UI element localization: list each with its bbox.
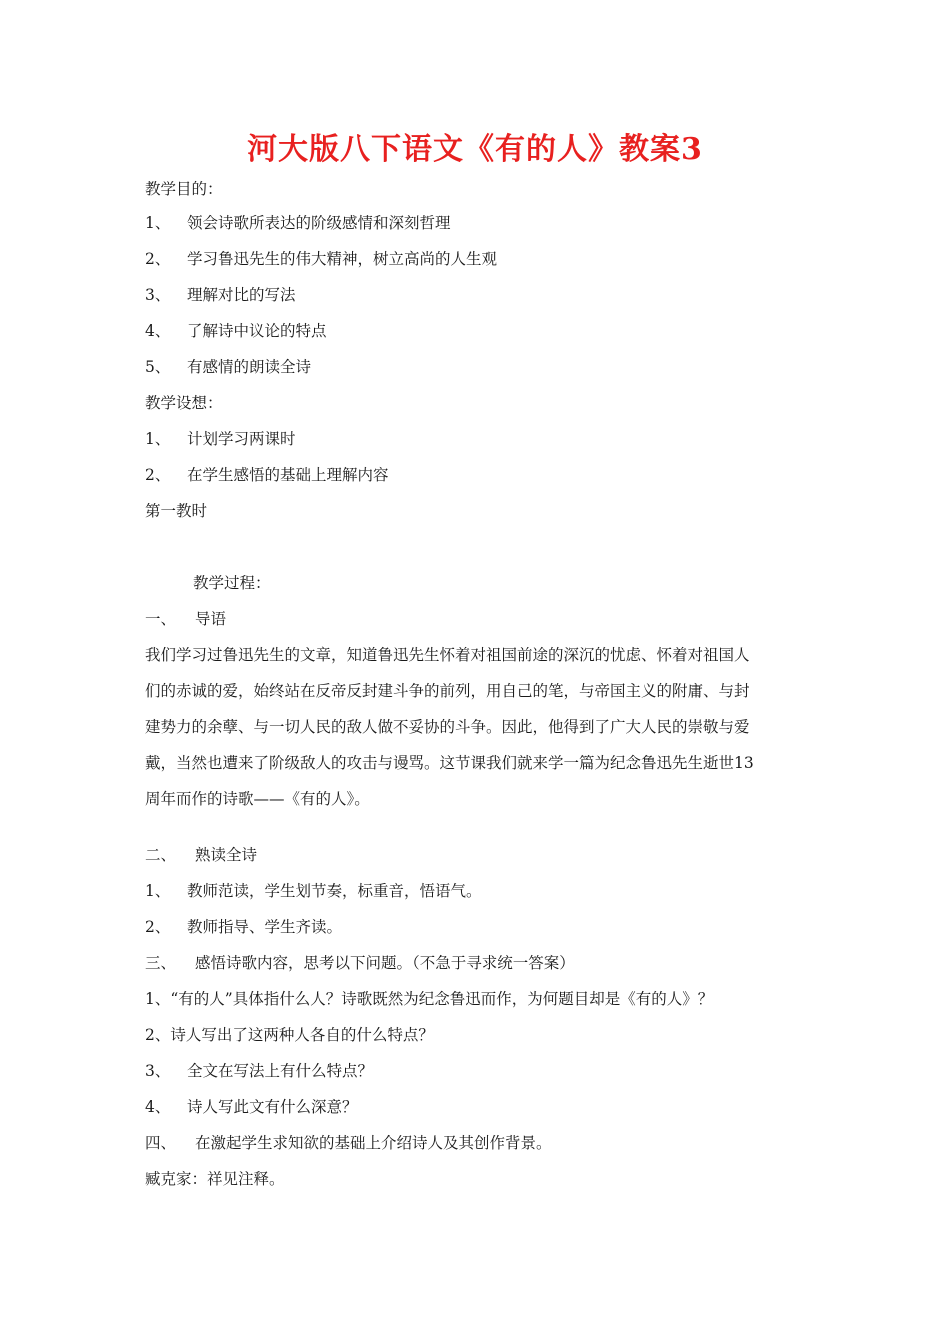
section-heading (145, 844, 257, 866)
step-text: 教师范读，学生划节奏，标重音，悟语气。 (187, 882, 482, 900)
goal-number: 1、 (145, 214, 171, 232)
goal-number: 5、 (145, 358, 171, 376)
lesson-label: 第一教时 (145, 502, 208, 520)
section-number: 四、 (145, 1134, 177, 1152)
paragraph-line: 们的赤诚的爱，始终站在反帝反封建斗争的前列，用自己的笔，与帝国主义的附庸、与封 (145, 682, 750, 700)
plan-number: 1、 (145, 430, 171, 448)
intro-paragraph (145, 637, 810, 817)
question-number: 4、 (145, 1098, 171, 1116)
step-text: 教师指导、学生齐读。 (187, 918, 343, 936)
poet-note: 臧克家：祥见注释。 (145, 1170, 285, 1188)
plan-heading: 教学设想： (145, 394, 223, 412)
goal-number: 3、 (145, 286, 171, 304)
section-heading (145, 952, 575, 974)
process-heading: 教学过程： (193, 574, 271, 592)
section-number: 三、 (145, 954, 177, 972)
goal-text: 理解对比的写法 (187, 286, 296, 304)
document-title: 河大版八下语文《有的人》教案3 (247, 132, 703, 167)
goal-number: 4、 (145, 322, 171, 340)
question-1: 1、“有的人”具体指什么人？诗歌既然为纪念鲁迅而作，为何题目却是《有的人》？ (145, 990, 714, 1008)
paragraph-line: 周年而作的诗歌——《有的人》。 (145, 790, 370, 808)
goal-text: 领会诗歌所表达的阶级感情和深刻哲理 (187, 214, 451, 232)
goal-item (145, 284, 296, 306)
goal-text: 学习鲁迅先生的伟大精神，树立高尚的人生观 (187, 250, 498, 268)
section-heading (145, 608, 226, 630)
reading-step (145, 916, 342, 938)
section-heading (145, 1132, 552, 1154)
goal-text: 了解诗中议论的特点 (187, 322, 327, 340)
plan-item (145, 464, 389, 486)
question-4 (145, 1096, 358, 1118)
question-2: 2、诗人写出了这两种人各自的什么特点？ (145, 1026, 434, 1044)
section-text: 感悟诗歌内容，思考以下问题。（不急于寻求统一答案） (195, 954, 575, 972)
paragraph-line: 建势力的余孽、与一切人民的敌人做不妥协的斗争。因此，他得到了广大人民的崇敬与爱 (145, 718, 750, 736)
section-text: 导语 (195, 610, 227, 628)
question-number: 3、 (145, 1062, 171, 1080)
goals-heading: 教学目的： (145, 180, 223, 198)
paragraph-line: 我们学习过鲁迅先生的文章，知道鲁迅先生怀着对祖国前途的深沉的忧虑、怀着对祖国人 (145, 646, 750, 664)
step-number: 2、 (145, 918, 171, 936)
section-text: 在激起学生求知欲的基础上介绍诗人及其创作背景。 (195, 1134, 552, 1152)
goal-text: 有感情的朗读全诗 (187, 358, 312, 376)
plan-number: 2、 (145, 466, 171, 484)
goal-item (145, 212, 451, 234)
paragraph-line: 戴，当然也遭来了阶级敌人的攻击与谩骂。这节课我们就来学一篇为纪念鲁迅先生逝世13 (145, 754, 754, 772)
section-number: 一、 (145, 610, 177, 628)
section-text: 熟读全诗 (195, 846, 258, 864)
question-3 (145, 1060, 373, 1082)
question-text: 诗人写此文有什么深意？ (187, 1098, 358, 1116)
goal-item (145, 320, 327, 342)
step-number: 1、 (145, 882, 171, 900)
reading-step (145, 880, 482, 902)
goal-item (145, 356, 311, 378)
goal-item (145, 248, 497, 270)
plan-text: 在学生感悟的基础上理解内容 (187, 466, 389, 484)
question-text: 全文在写法上有什么特点？ (187, 1062, 374, 1080)
section-number: 二、 (145, 846, 177, 864)
plan-text: 计划学习两课时 (187, 430, 296, 448)
goal-number: 2、 (145, 250, 171, 268)
plan-item (145, 428, 296, 450)
